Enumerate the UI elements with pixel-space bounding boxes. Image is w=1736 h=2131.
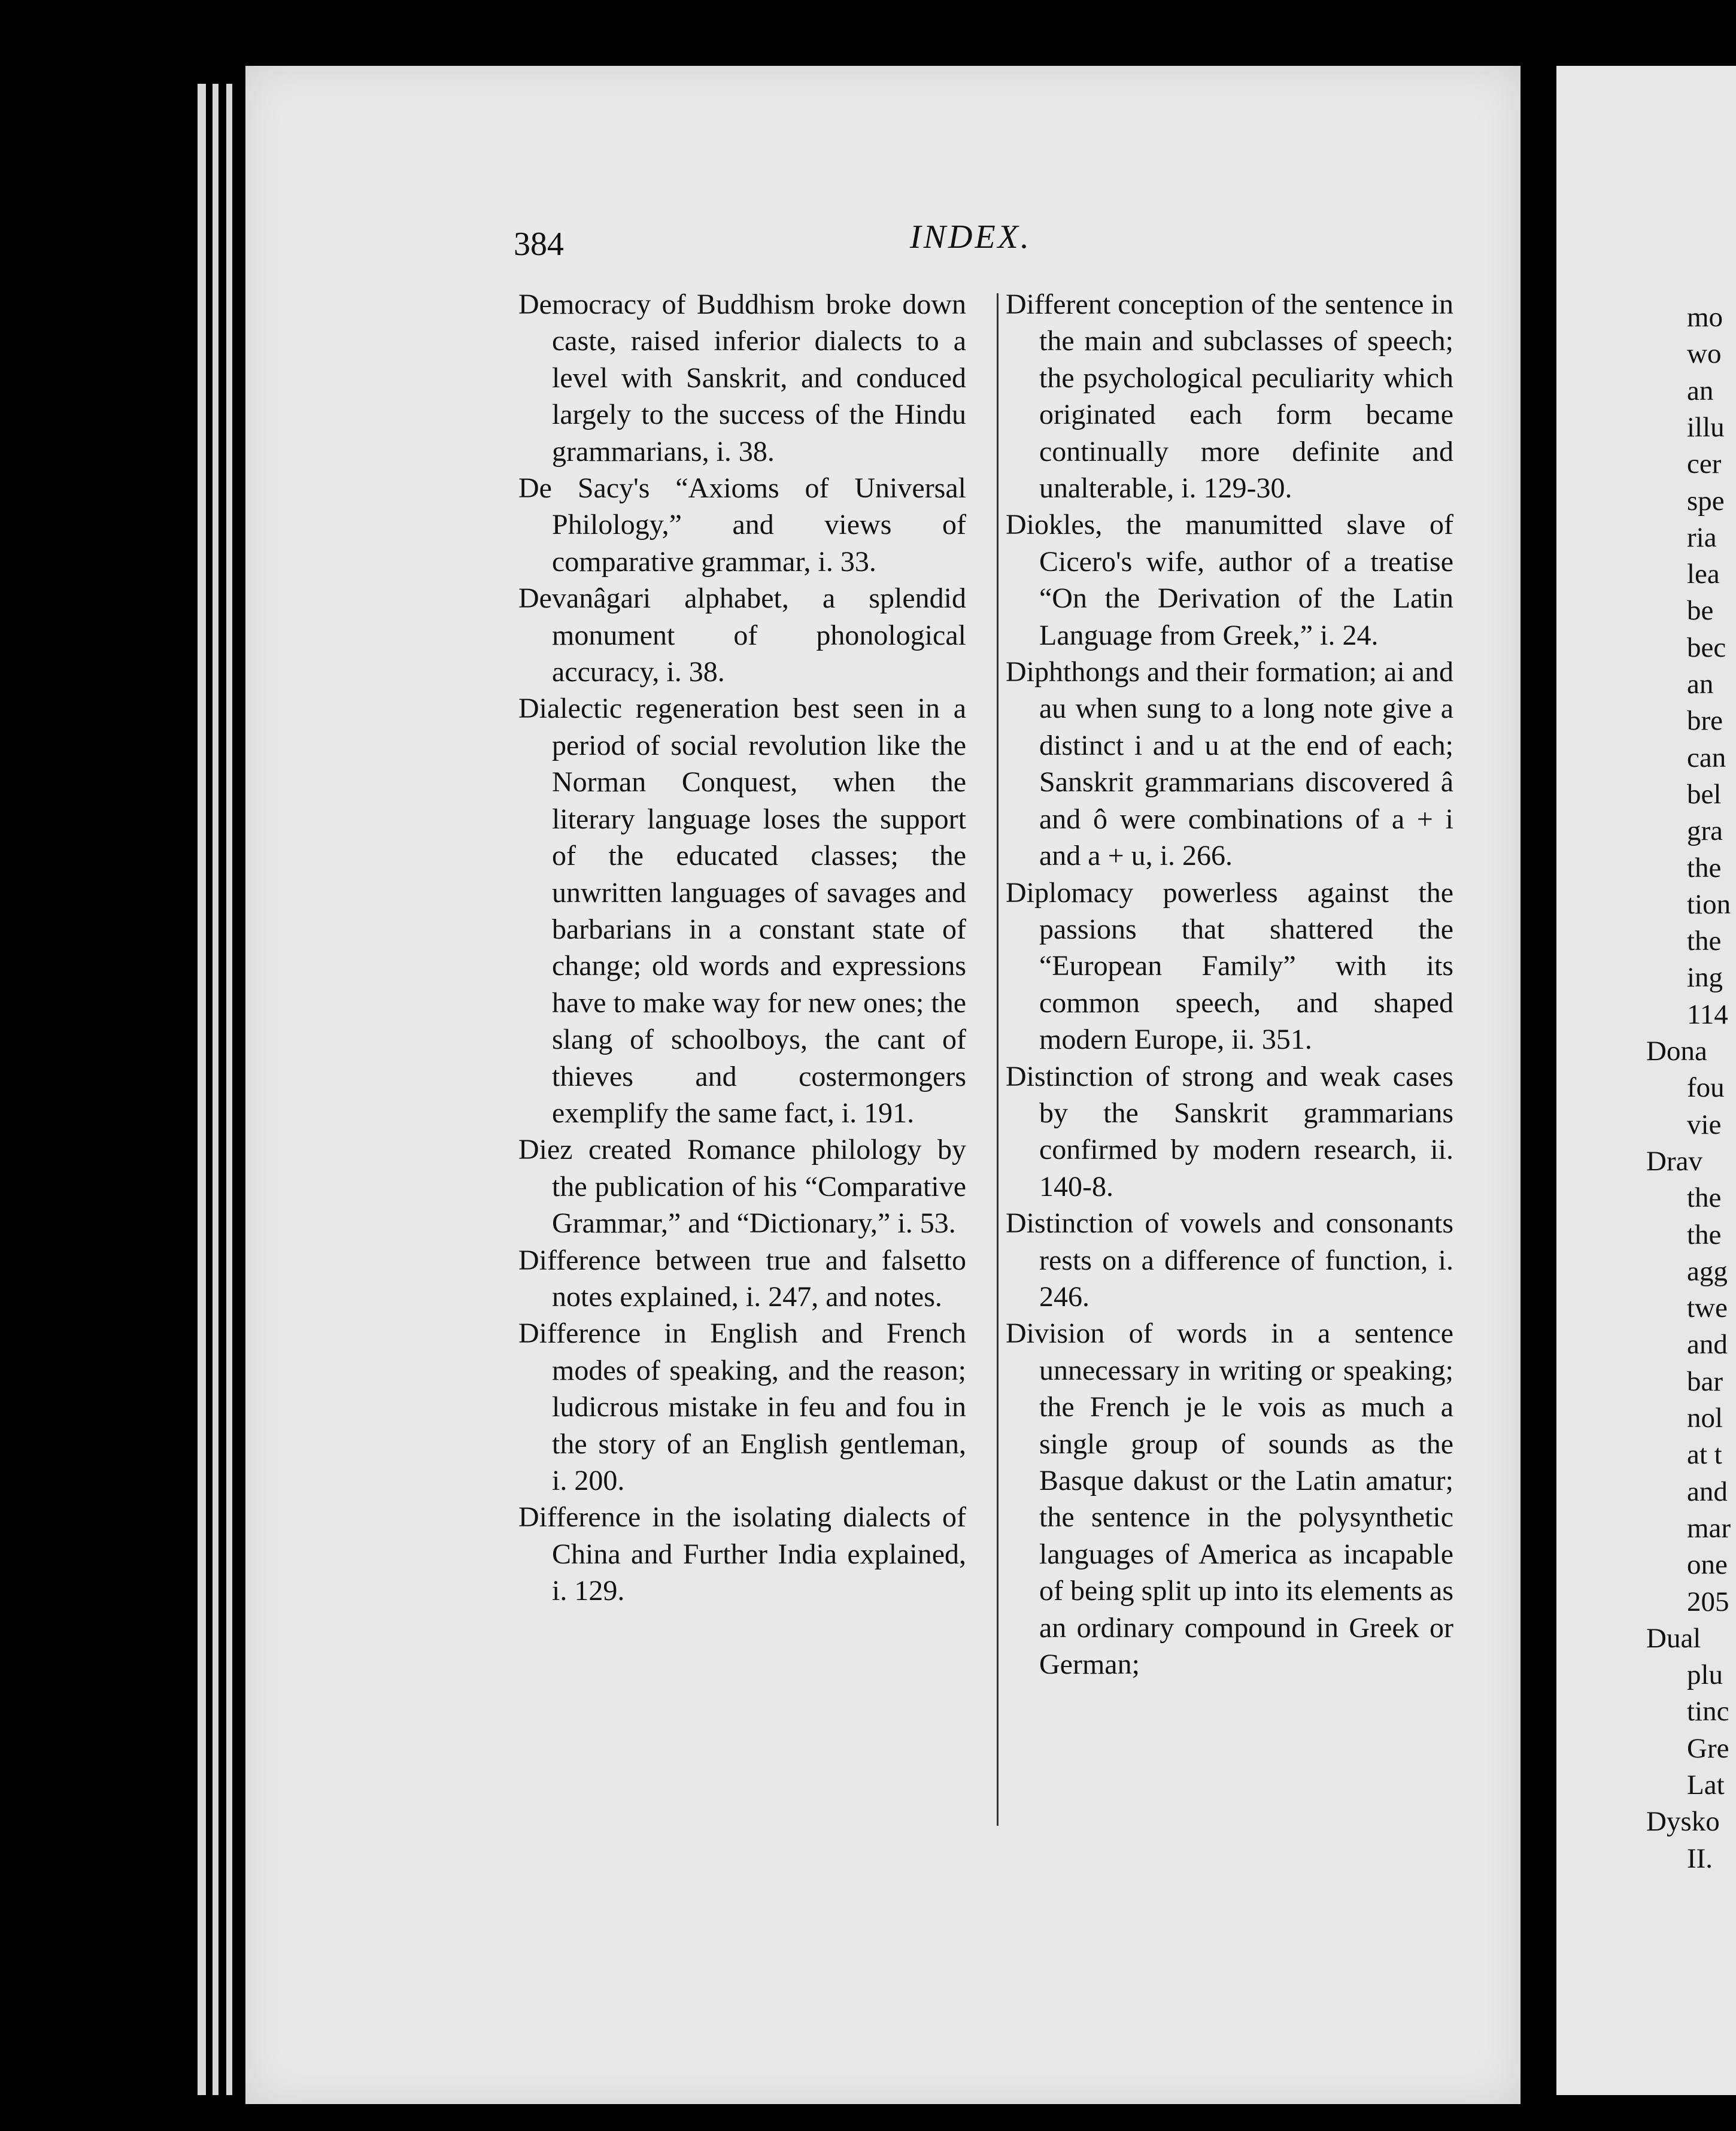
- facing-page-fragment: Dona: [1646, 1036, 1707, 1067]
- facing-page-fragment: II.: [1687, 1842, 1713, 1874]
- facing-page-fragment: Lat: [1687, 1769, 1725, 1801]
- index-entry: Division of words in a sentence unnecessary in writing or speaking; the French je le vois as much a single group of sounds as the Basque dakust or the Latin amatur; the sentence in the polysynthetic languages of America as incapable of being split up into its elements as an ordinary compound in Greek or German;: [1006, 1318, 1453, 1681]
- facing-page-fragment: the: [1687, 852, 1722, 884]
- facing-page-fragment: cer: [1687, 448, 1722, 480]
- facing-page-fragment: bel: [1687, 778, 1722, 810]
- facing-page-fragment: lea: [1687, 558, 1720, 590]
- facing-page-fragment: at t: [1687, 1439, 1722, 1471]
- index-entry: Different conception of the sentence in the main and subclasses of speech; the psychological peculiarity which originated each form became continually more definite and unalterable, i. 129-30.: [1006, 289, 1453, 505]
- facing-page-fragment: Drav: [1646, 1145, 1702, 1177]
- facing-page-fragment: spe: [1687, 485, 1725, 517]
- index-entry: Difference between true and falsetto notes explained, i. 247, and notes.: [518, 1244, 966, 1313]
- facing-page-fragment: plu: [1687, 1659, 1723, 1691]
- facing-page-fragment: 205: [1687, 1586, 1729, 1617]
- facing-page-fragment: one: [1687, 1549, 1728, 1581]
- facing-page-fragment: fou: [1687, 1072, 1725, 1104]
- facing-page: [1556, 66, 1736, 2095]
- index-entry: Distinction of vowels and consonants rests on a difference of function, i. 246.: [1006, 1207, 1453, 1313]
- facing-page-fragment: an: [1687, 375, 1714, 406]
- facing-page-fragment: vie: [1687, 1109, 1722, 1140]
- index-entry: Difference in the isolating dialects of China and Further India explained, i. 129.: [518, 1501, 966, 1607]
- index-entry: Distinction of strong and weak cases by the Sanskrit grammarians confirmed by modern research, ii. 140-8.: [1006, 1060, 1453, 1203]
- facing-page-fragment: bar: [1687, 1365, 1723, 1397]
- page-edge: [226, 84, 232, 2095]
- facing-page-fragment: wo: [1687, 338, 1722, 370]
- index-column-left: [518, 286, 966, 1610]
- facing-page-fragment: agg: [1687, 1255, 1728, 1287]
- facing-page-fragment: be: [1687, 595, 1714, 627]
- facing-page-fragment: 114: [1687, 998, 1728, 1030]
- index-entry: Devanâgari alphabet, a splendid monument of phonological accuracy, i. 38.: [518, 582, 966, 688]
- facing-page-fragment: twe: [1687, 1292, 1728, 1324]
- facing-page-fragment: and: [1687, 1476, 1728, 1507]
- index-entry: Diplomacy powerless against the passions that shattered the “European Family” with its common speech, and shaped modern Europe, ii. 351.: [1006, 876, 1453, 1056]
- facing-page-fragment: bec: [1687, 632, 1726, 663]
- facing-page-fragment: tinc: [1687, 1696, 1729, 1728]
- facing-page-fragment: nol: [1687, 1403, 1723, 1434]
- facing-page-fragment: tion: [1687, 888, 1731, 920]
- facing-page-fragment: ria: [1687, 521, 1717, 553]
- facing-page-fragment: illu: [1687, 411, 1725, 443]
- facing-page-fragment: Dual: [1646, 1622, 1701, 1654]
- facing-page-fragment: the: [1687, 925, 1722, 957]
- index-entry: Diez created Romance philology by the publication of his “Comparative Grammar,” and “Dictionary,” i. 53.: [518, 1134, 966, 1240]
- index-entry: De Sacy's “Axioms of Universal Philology,” and views of comparative grammar, i. 33.: [518, 472, 966, 578]
- facing-page-fragment: gra: [1687, 815, 1723, 847]
- facing-page-fragment: and: [1687, 1329, 1728, 1361]
- facing-page-fragment: mo: [1687, 302, 1723, 333]
- index-entry: Diokles, the manumitted slave of Cicero's wife, author of a treatise “On the Derivation of the Latin Language from Greek,” i. 24.: [1006, 509, 1453, 651]
- facing-page-fragment: Dysko: [1646, 1806, 1720, 1838]
- running-head: INDEX.: [910, 218, 1031, 256]
- facing-page-fragment: mar: [1687, 1512, 1731, 1544]
- column-divider: [997, 293, 998, 1826]
- index-column-right: [1006, 286, 1453, 1683]
- index-entry: Dialectic regeneration best seen in a period of social revolution like the Norman Conquest, when the literary language loses the support of the educated classes; the unwritten languages of savages and barbarians in a constant state of change; old words and expressions have to make way for new ones; the slang of schoolboys, the cant of thieves and costermongers exemplify the same fact, i. 191.: [518, 693, 966, 1129]
- index-entry: Diphthongs and their formation; ai and au when sung to a long note give a distinct i and u at the end of each; Sanskrit grammarians discovered â and ô were combinations of a + i and a + u, i. 266.: [1006, 656, 1453, 872]
- facing-page-fragment: an: [1687, 669, 1714, 700]
- facing-page-fragment: Gre: [1687, 1732, 1729, 1764]
- facing-page-fragment: ing: [1687, 962, 1723, 994]
- facing-page-fragment: the: [1687, 1182, 1722, 1214]
- page-number: 384: [514, 226, 564, 263]
- facing-page-fragment: bre: [1687, 705, 1723, 737]
- page-edge: [198, 84, 206, 2095]
- facing-page-fragment: can: [1687, 742, 1726, 773]
- index-entry: Democracy of Buddhism broke down caste, raised inferior dialects to a level with Sanskrit, and conduced largely to the success of the Hindu grammarians, i. 38.: [518, 289, 966, 468]
- facing-page-fragment: the: [1687, 1219, 1722, 1250]
- index-entry: Difference in English and French modes of speaking, and the reason; ludicrous mistake in feu and fou in the story of an English gentleman, i. 200.: [518, 1318, 966, 1496]
- page-edge: [213, 84, 218, 2095]
